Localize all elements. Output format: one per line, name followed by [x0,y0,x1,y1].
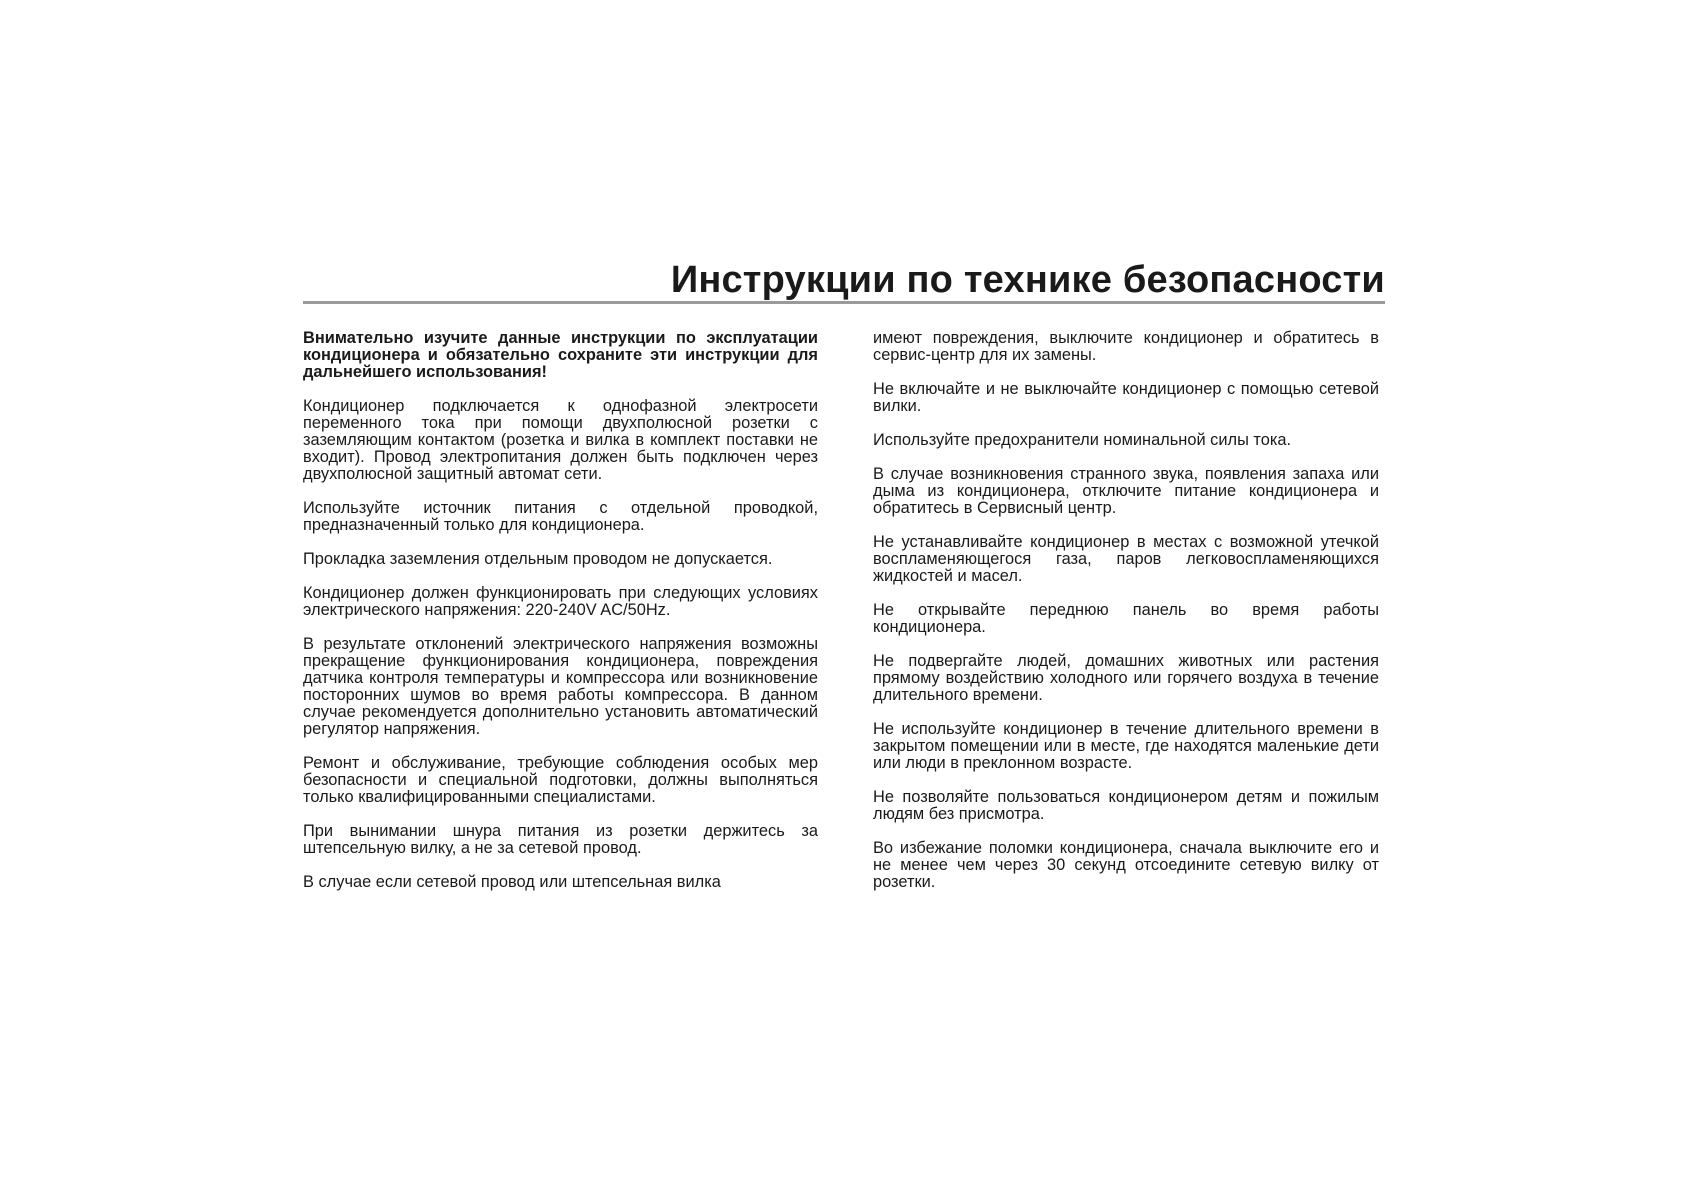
paragraph: В результате отклонений электрического напряжения возможны прекращение функционирования кондиционера, повреждения датчика контроля температуры и компрессора или возникновение посторонних шумов во время работы компрессора. В данном случае рекомендуется дополнительно установить автоматический регулятор напряжения. [303,635,818,738]
paragraph: Не открывайте переднюю панель во время работы кондиционера. [873,601,1379,636]
page-header [303,256,1385,302]
paragraph: Не используйте кондиционер в течение длительного времени в закрытом помещении или в месте, где находятся маленькие дети или люди в преклонном возрасте. [873,720,1379,772]
paragraph: Используйте предохранители номинальной силы тока. [873,431,1292,449]
paragraph: Не включайте и не выключайте кондиционер с помощью сетевой вилки. [873,380,1379,415]
paragraph: имеют повреждения, выключите кондиционер и обратитесь в сервис-центр для их замены. [873,329,1379,364]
paragraph: Ремонт и обслуживание, требующие соблюдения особых мер безопасности и специальной подготовки, должны выполняться только квалифицированными специалистами. [303,754,818,806]
title-underline [303,301,1385,304]
paragraph: В случае если сетевой провод или штепсельная вилка [303,873,721,891]
paragraph: Прокладка заземления отдельным проводом не допускается. [303,550,773,568]
intro-warning: Внимательно изучите данные инструкции по эксплуатации кондиционера и обязательно сохраните эти инструкции для дальнейшего использования! [303,329,818,381]
paragraph: При вынимании шнура питания из розетки держитесь за штепсельную вилку, а не за сетевой провод. [303,822,818,857]
paragraph: Не позволяйте пользоваться кондиционером детям и пожилым людям без присмотра. [873,788,1379,823]
right-column [873,330,1379,908]
paragraph: Кондиционер подключается к однофазной электросети переменного тока при помощи двухполюсной розетки с заземляющим контактом (розетка и вилка в комплект поставки не входит). Провод электропитания должен быть подключен через двухполюсной защитный автомат сети. [303,397,818,483]
paragraph: Во избежание поломки кондиционера, сначала выключите его и не менее чем через 30 секунд отсоедините сетевую вилку от розетки. [873,839,1379,891]
page-title: Инструкции по технике безопасности [670,259,1385,301]
paragraph: Используйте источник питания с отдельной проводкой, предназначенный только для кондиционера. [303,499,818,534]
paragraph: Не подвергайте людей, домашних животных или растения прямому воздействию холодного или горячего воздуха в течение длительного времени. [873,652,1379,704]
paragraph: Не устанавливайте кондиционер в местах с возможной утечкой воспламеняющегося газа, паров легковоспламеняющихся жидкостей и масел. [873,533,1379,585]
paragraph: Кондиционер должен функционировать при следующих условиях электрического напряжения: 220-240V AC/50Hz. [303,584,818,619]
paragraph: В случае возникновения странного звука, появления запаха или дыма из кондиционера, отключите питание кондиционера и обратитесь в Сервисный центр. [873,465,1379,517]
left-column [303,330,818,908]
